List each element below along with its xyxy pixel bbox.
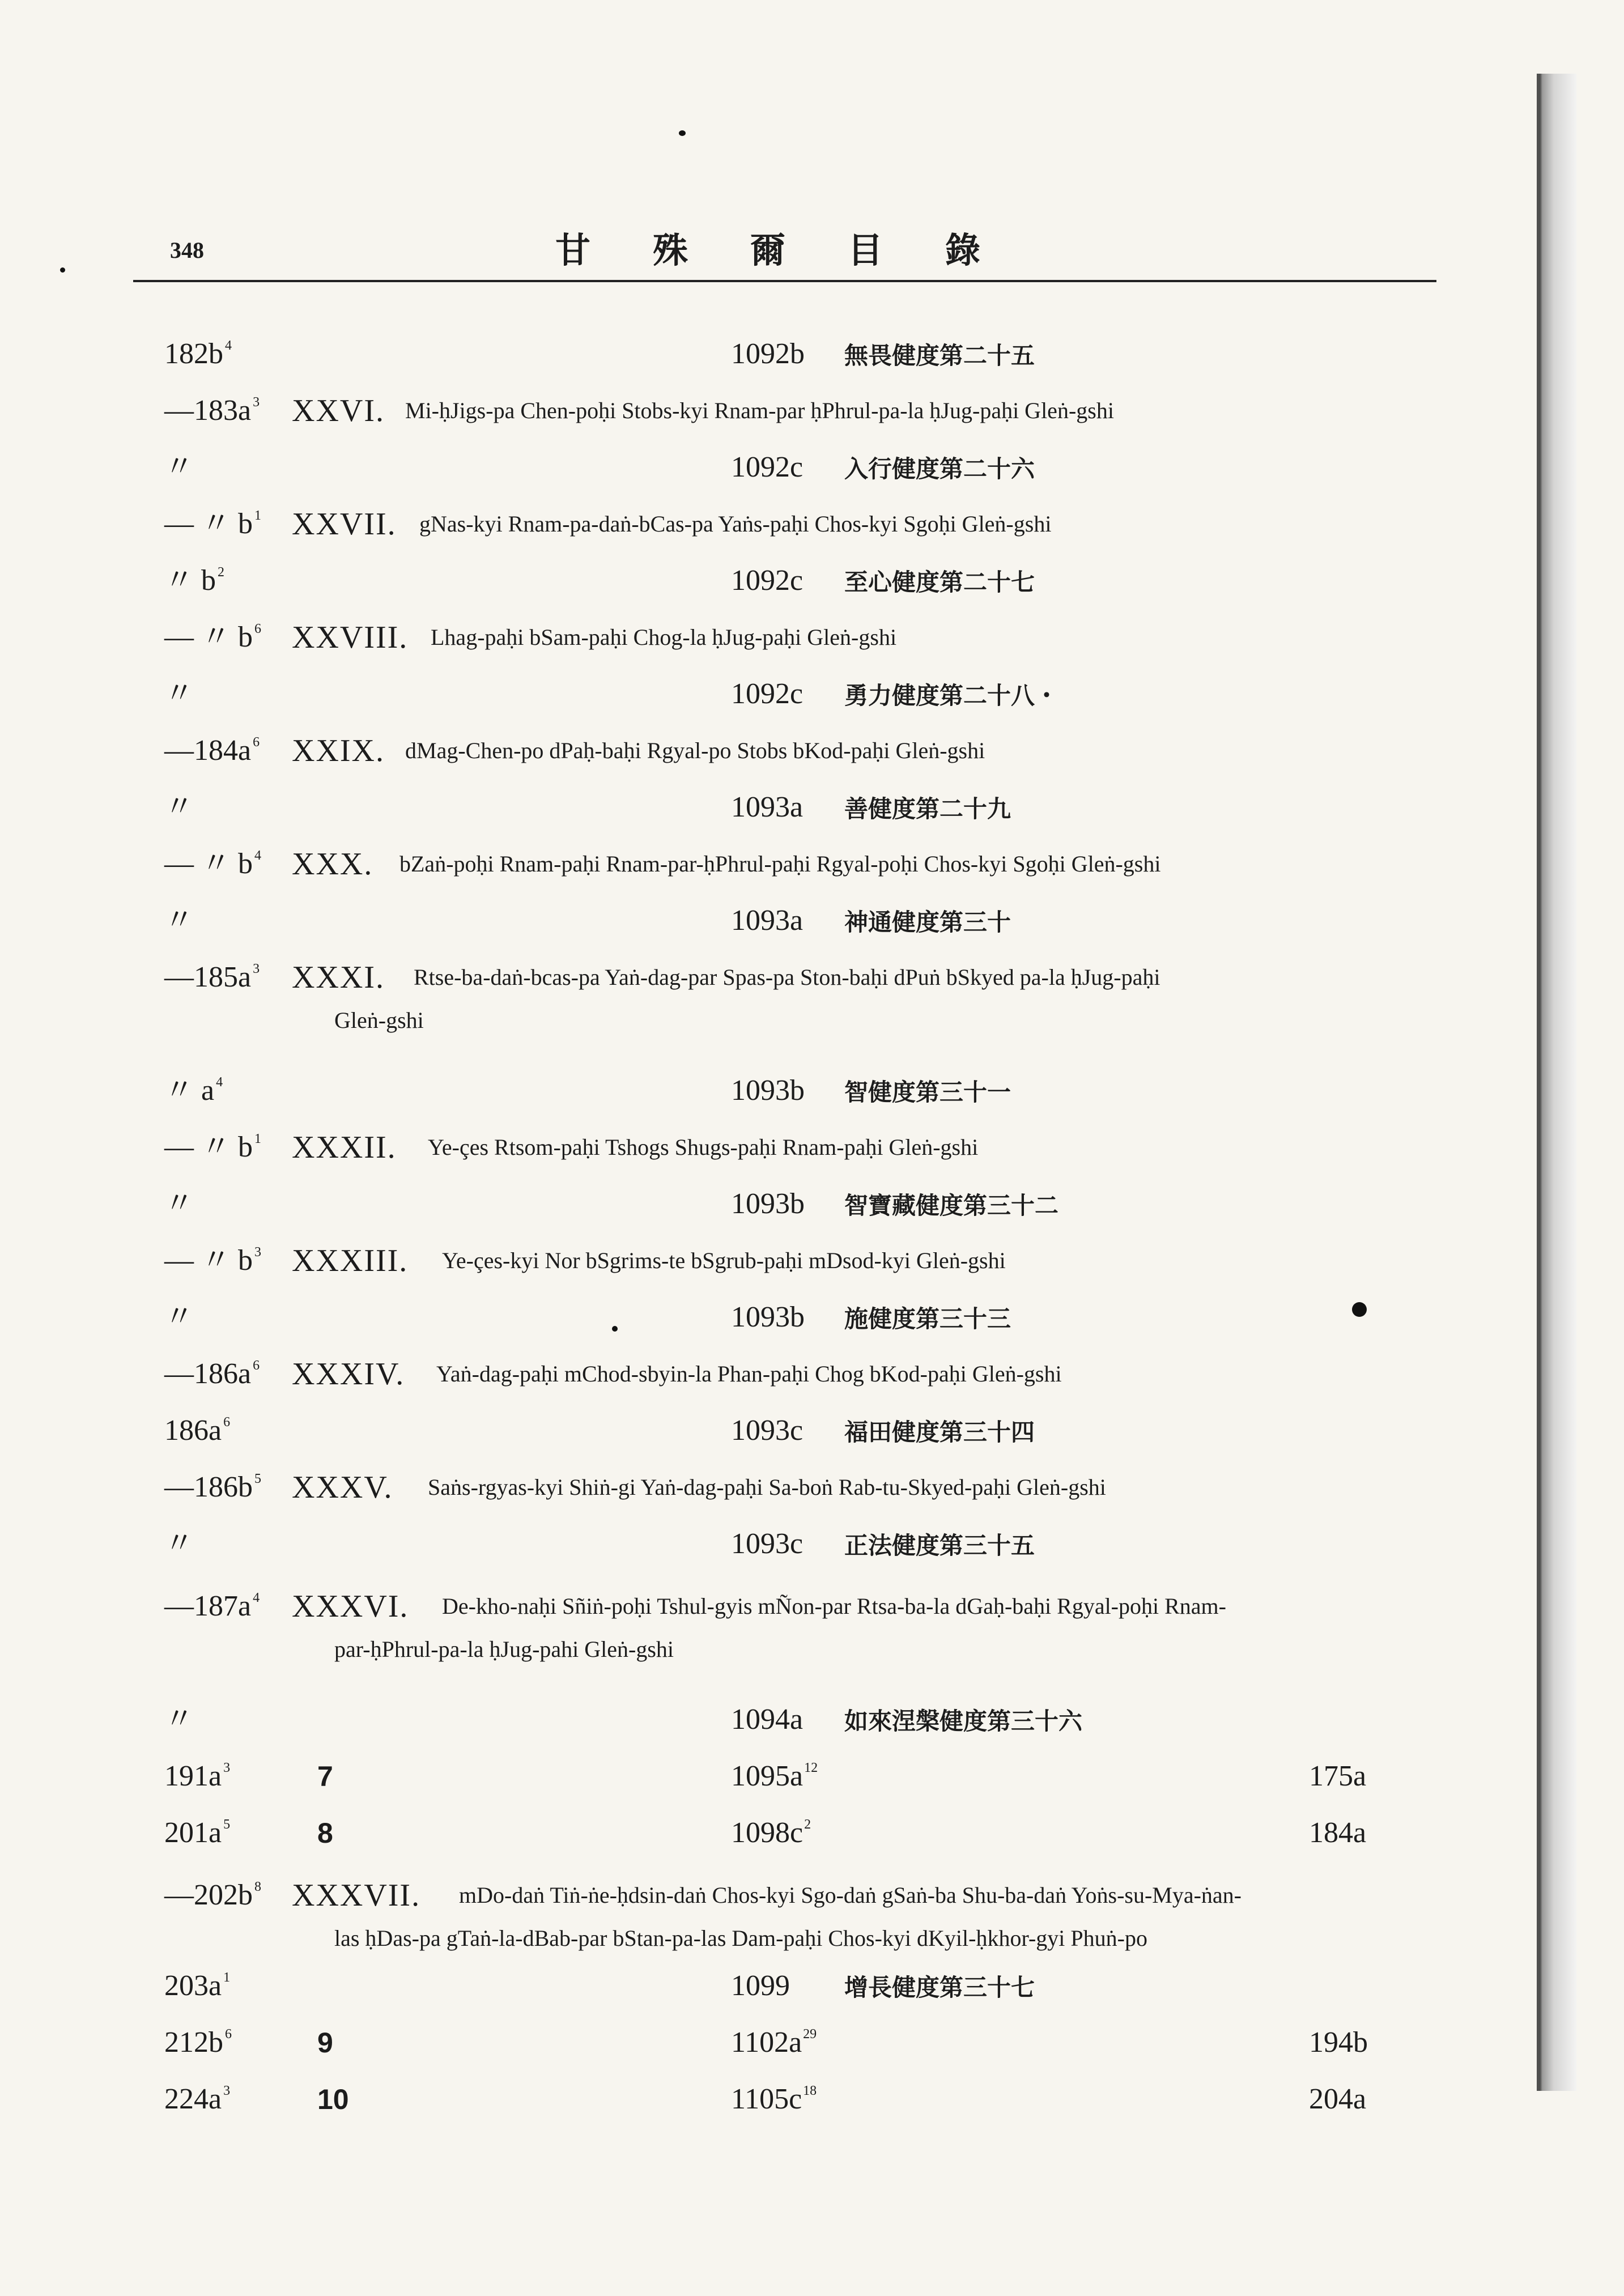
folio-reference-line: 6	[225, 2027, 232, 2042]
taisho-reference	[731, 1700, 803, 1740]
chinese-title: 施健度第三十三	[844, 1305, 1011, 1333]
folio-reference-text: 〃	[164, 791, 194, 823]
folio-reference-text: —185a	[164, 961, 252, 993]
taisho-reference-text: 1093b	[731, 1188, 805, 1220]
folio-reference-line: 6	[253, 1358, 260, 1373]
taisho-reference	[731, 1184, 805, 1224]
folio-reference-line: 5	[254, 1472, 261, 1486]
folio-reference	[164, 391, 260, 431]
folio-reference-text: —187a	[164, 1590, 252, 1622]
catalog-entry	[0, 1128, 1624, 1167]
section-numeral: XXXVI.	[292, 1589, 409, 1624]
folio-reference-line: 3	[254, 1245, 262, 1260]
taisho-reference-text: 1092b	[731, 338, 805, 370]
taisho-reference-text: 1092c	[731, 678, 804, 710]
tibetan-title: bZaṅ-poḥi Rnam-paḥi Rnam-par-ḥPhrul-paḥi Rgyal-poḥi Chos-kyi Sgoḥi Gleṅ-gshi	[399, 851, 1161, 877]
taisho-reference	[731, 448, 803, 487]
folio-reference	[164, 1184, 194, 1224]
folio-reference	[164, 844, 261, 884]
scanned-page-edge	[1537, 74, 1576, 2091]
tibetan-title: Saṅs-rgyas-kyi Shiṅ-gi Yaṅ-dag-paḥi Sa-boṅ Rab-tu-Skyed-paḥi Gleṅ-gshi	[428, 1474, 1106, 1500]
folio-reference	[164, 1298, 194, 1337]
tibetan-title: Ye-çes-kyi Nor bSgrims-te bSgrub-paḥi mDsod-kyi Gleṅ-gshi	[442, 1248, 1006, 1273]
taisho-reference	[731, 1966, 790, 2006]
folio-reference-line: 6	[253, 735, 260, 750]
folio-reference-line: 3	[223, 1761, 231, 1775]
volume-number: 10	[317, 2084, 349, 2115]
tibetan-title: Rtse-ba-daṅ-bcas-pa Yaṅ-dag-par Spas-pa Ston-baḥi dPuṅ bSkyed pa-la ḥJug-paḥi	[414, 964, 1160, 990]
folio-reference-text: 〃 a	[164, 1074, 215, 1107]
chinese-title: 智寶藏健度第三十二	[844, 1192, 1059, 1219]
section-numeral: XXX.	[292, 847, 373, 882]
folio-reference	[164, 1757, 230, 1796]
folio-reference-text: — 〃 b	[164, 848, 253, 880]
catalog-entry	[0, 1184, 1624, 1224]
catalog-entry	[0, 334, 1624, 374]
catalog-entry	[0, 1966, 1624, 2006]
ink-speck	[60, 267, 65, 273]
chinese-title: 勇力健度第二十八・	[844, 682, 1059, 709]
taisho-reference	[731, 1757, 818, 1796]
catalog-entry	[0, 391, 1624, 431]
taisho-reference-line: 29	[803, 2027, 817, 2042]
catalog-entry	[0, 1524, 1624, 1564]
taisho-reference	[731, 901, 803, 941]
folio-reference-text: 〃	[164, 1188, 194, 1220]
catalog-entry	[0, 1587, 1624, 1672]
folio-reference	[164, 1354, 260, 1394]
catalog-entry	[0, 448, 1624, 487]
taisho-reference-text: 1099	[731, 1970, 790, 2002]
catalog-entry	[0, 674, 1624, 714]
catalog-entry	[0, 1700, 1624, 1740]
section-numeral: XXVI.	[292, 393, 385, 428]
taisho-reference	[731, 1813, 811, 1853]
taisho-reference	[731, 2023, 817, 2063]
folio-reference-text: — 〃 b	[164, 1131, 253, 1163]
tibetan-title: De-kho-naḥi Sñiṅ-poḥi Tshul-gyis mÑon-par Rtsa-ba-la dGaḥ-baḥi Rgyal-poḥi Rnam-	[442, 1593, 1226, 1619]
section-numeral: XXXI.	[292, 960, 385, 995]
chinese-title: 如來涅槃健度第三十六	[844, 1707, 1083, 1735]
taisho-reference-text: 1093a	[731, 791, 804, 823]
folio-reference	[164, 448, 194, 487]
volume-number: 9	[317, 2027, 333, 2059]
folio-reference	[164, 561, 224, 601]
taisho-reference-text: 1093b	[731, 1301, 805, 1333]
section-numeral: XXXV.	[292, 1470, 393, 1505]
catalog-entry	[0, 2023, 1624, 2063]
folio-number: 194b	[1309, 2026, 1368, 2059]
taisho-reference-text: 1102a	[731, 2026, 802, 2059]
taisho-reference-text: 1105c	[731, 2083, 802, 2115]
taisho-reference	[731, 1411, 803, 1451]
ink-speck	[1352, 1302, 1367, 1317]
folio-reference-text: 203a	[164, 1970, 222, 2002]
catalog-entry	[0, 731, 1624, 771]
catalog-entry	[0, 958, 1624, 1043]
folio-reference-line: 1	[254, 508, 262, 523]
catalog-entry	[0, 1411, 1624, 1451]
tibetan-title: Mi-ḥJigs-pa Chen-poḥi Stobs-kyi Rnam-par ḥPhrul-pa-la ḥJug-paḥi Gleṅ-gshi	[405, 398, 1114, 423]
taisho-reference	[731, 561, 803, 601]
catalog-entry	[0, 1813, 1624, 1853]
folio-reference-line: 6	[223, 1415, 231, 1430]
catalog-entry	[0, 1071, 1624, 1111]
folio-reference-text: —186b	[164, 1471, 253, 1503]
folio-reference	[164, 2023, 232, 2063]
folio-reference	[164, 731, 260, 771]
chinese-title: 無畏健度第二十五	[844, 342, 1035, 369]
folio-reference-text: — 〃 b	[164, 621, 253, 653]
taisho-reference-line: 2	[804, 1817, 811, 1832]
folio-reference	[164, 1966, 230, 2006]
ink-speck	[612, 1326, 618, 1332]
folio-reference-text: 〃	[164, 451, 194, 483]
folio-reference	[164, 1241, 261, 1281]
chinese-title: 入行健度第二十六	[844, 455, 1035, 483]
taisho-reference-text: 1094a	[731, 1703, 804, 1736]
folio-reference-text: 191a	[164, 1760, 222, 1792]
taisho-reference	[731, 334, 805, 374]
catalog-entry	[0, 2080, 1624, 2119]
folio-number: 204a	[1309, 2083, 1367, 2115]
folio-reference-text: — 〃 b	[164, 1244, 253, 1277]
catalog-entry	[0, 1241, 1624, 1281]
volume-number: 8	[317, 1817, 333, 1849]
folio-reference	[164, 1468, 261, 1507]
catalog-entry	[0, 901, 1624, 941]
taisho-reference-line: 18	[803, 2084, 817, 2098]
folio-reference	[164, 1587, 260, 1626]
catalog-entry	[0, 504, 1624, 544]
taisho-reference-text: 1093c	[731, 1414, 804, 1447]
folio-reference-line: 1	[223, 1970, 231, 1985]
taisho-reference-text: 1093b	[731, 1074, 805, 1107]
folio-reference-text: — 〃 b	[164, 508, 253, 540]
folio-reference-line: 1	[254, 1132, 262, 1146]
folio-reference	[164, 901, 194, 941]
tibetan-title: Ye-çes Rtsom-paḥi Tshogs Shugs-paḥi Rnam-paḥi Gleṅ-gshi	[428, 1134, 979, 1160]
chinese-title: 神通健度第三十	[844, 908, 1011, 936]
folio-reference	[164, 958, 260, 997]
folio-reference-line: 4	[216, 1075, 223, 1090]
folio-number: 184a	[1309, 1817, 1367, 1849]
folio-reference-line: 4	[225, 338, 232, 353]
folio-reference-text: —186a	[164, 1358, 252, 1390]
folio-reference-text: 〃	[164, 1703, 194, 1736]
taisho-reference	[731, 2080, 817, 2119]
taisho-reference-text: 1095a	[731, 1760, 804, 1792]
folio-reference	[164, 1700, 194, 1740]
tibetan-title: gNas-kyi Rnam-pa-daṅ-bCas-pa Yaṅs-paḥi Chos-kyi Sgoḥi Gleṅ-gshi	[419, 511, 1052, 537]
taisho-reference	[731, 1298, 805, 1337]
folio-reference-text: 〃	[164, 904, 194, 937]
folio-reference-line: 6	[254, 622, 262, 636]
folio-reference-line: 4	[254, 848, 262, 863]
folio-reference-line: 4	[253, 1591, 260, 1605]
folio-reference	[164, 1876, 261, 1915]
folio-reference-text: 201a	[164, 1817, 222, 1849]
taisho-reference-text: 1093a	[731, 904, 804, 937]
catalog-entry	[0, 618, 1624, 657]
section-numeral: XXXVII.	[292, 1878, 421, 1913]
taisho-reference-line: 12	[804, 1761, 818, 1775]
chinese-title: 至心健度第二十七	[844, 568, 1035, 596]
tibetan-title-continued: Gleṅ-gshi	[334, 1007, 424, 1033]
folio-reference	[164, 1524, 194, 1564]
folio-reference	[164, 788, 194, 827]
folio-reference-line: 2	[218, 565, 225, 580]
catalog-entry	[0, 1298, 1624, 1337]
tibetan-title: dMag-Chen-po dPaḥ-baḥi Rgyal-po Stobs bKod-paḥi Gleṅ-gshi	[405, 738, 985, 763]
taisho-reference	[731, 1524, 803, 1564]
catalog-entry	[0, 1876, 1624, 1961]
folio-reference-text: 224a	[164, 2083, 222, 2115]
section-numeral: XXXIII.	[292, 1243, 409, 1278]
folio-reference-text: 186a	[164, 1414, 222, 1447]
tibetan-title-continued: las ḥDas-pa gTaṅ-la-dBab-par bStan-pa-las Dam-paḥi Chos-kyi dKyil-ḥkhor-gyi Phuṅ-po	[334, 1925, 1147, 1951]
folio-reference-text: —202b	[164, 1879, 253, 1911]
taisho-reference	[731, 674, 803, 714]
catalog-entry	[0, 561, 1624, 601]
folio-reference-line: 8	[254, 1880, 261, 1894]
taisho-reference-text: 1093c	[731, 1528, 804, 1560]
folio-reference-text: 〃 b	[164, 564, 216, 597]
section-numeral: XXXII.	[292, 1130, 397, 1165]
catalog-entry	[0, 844, 1624, 884]
chinese-title: 正法健度第三十五	[844, 1532, 1035, 1559]
chinese-title: 智健度第三十一	[844, 1078, 1011, 1106]
folio-reference-line: 3	[253, 962, 260, 976]
tibetan-title: Lhag-paḥi bSam-paḥi Chog-la ḥJug-paḥi Gleṅ-gshi	[431, 624, 897, 650]
taisho-reference-text: 1092c	[731, 564, 804, 597]
folio-reference	[164, 2080, 230, 2119]
folio-reference-text: —183a	[164, 394, 252, 427]
folio-reference-line: 3	[223, 2084, 231, 2098]
taisho-reference	[731, 788, 803, 827]
section-numeral: XXIX.	[292, 733, 385, 768]
folio-reference	[164, 674, 194, 714]
folio-reference-text: 〃	[164, 1528, 194, 1560]
taisho-reference-text: 1092c	[731, 451, 804, 483]
folio-reference	[164, 1411, 230, 1451]
ink-speck	[679, 130, 686, 136]
catalog-entry	[0, 1354, 1624, 1394]
folio-reference-text: 212b	[164, 2026, 223, 2059]
page-number: 348	[170, 237, 204, 263]
folio-reference	[164, 504, 261, 544]
folio-reference-text: 〃	[164, 678, 194, 710]
folio-reference-text: 〃	[164, 1301, 194, 1333]
folio-reference-text: —184a	[164, 734, 252, 767]
catalog-entry	[0, 1757, 1624, 1796]
folio-reference	[164, 1071, 223, 1111]
section-numeral: XXVII.	[292, 507, 397, 542]
folio-reference	[164, 618, 261, 657]
volume-number: 7	[317, 1761, 333, 1792]
taisho-reference-text: 1098c	[731, 1817, 804, 1849]
chinese-title: 善健度第二十九	[844, 795, 1011, 823]
catalog-entry	[0, 788, 1624, 827]
folio-reference	[164, 334, 232, 374]
running-title: 甘殊爾目錄	[555, 229, 1043, 271]
tibetan-title: mDo-daṅ Tiṅ-ṅe-ḥdsin-daṅ Chos-kyi Sgo-daṅ gSaṅ-ba Shu-ba-daṅ Yoṅs-su-Mya-ṅan-	[459, 1882, 1242, 1908]
folio-number: 175a	[1309, 1760, 1367, 1792]
folio-reference-text: 182b	[164, 338, 223, 370]
section-numeral: XXVIII.	[292, 620, 409, 655]
folio-reference-line: 5	[223, 1817, 231, 1832]
chinese-title: 增長健度第三十七	[844, 1974, 1035, 2001]
chinese-title: 福田健度第三十四	[844, 1418, 1035, 1446]
section-numeral: XXXIV.	[292, 1357, 405, 1392]
catalog-entry	[0, 1468, 1624, 1507]
tibetan-title: Yaṅ-dag-paḥi mChod-sbyin-la Phan-paḥi Chog bKod-paḥi Gleṅ-gshi	[436, 1361, 1062, 1387]
folio-reference	[164, 1813, 230, 1853]
folio-reference	[164, 1128, 261, 1167]
tibetan-title-continued: par-ḥPhrul-pa-la ḥJug-pahi Gleṅ-gshi	[334, 1636, 674, 1662]
folio-reference-line: 3	[253, 395, 260, 410]
taisho-reference	[731, 1071, 805, 1111]
